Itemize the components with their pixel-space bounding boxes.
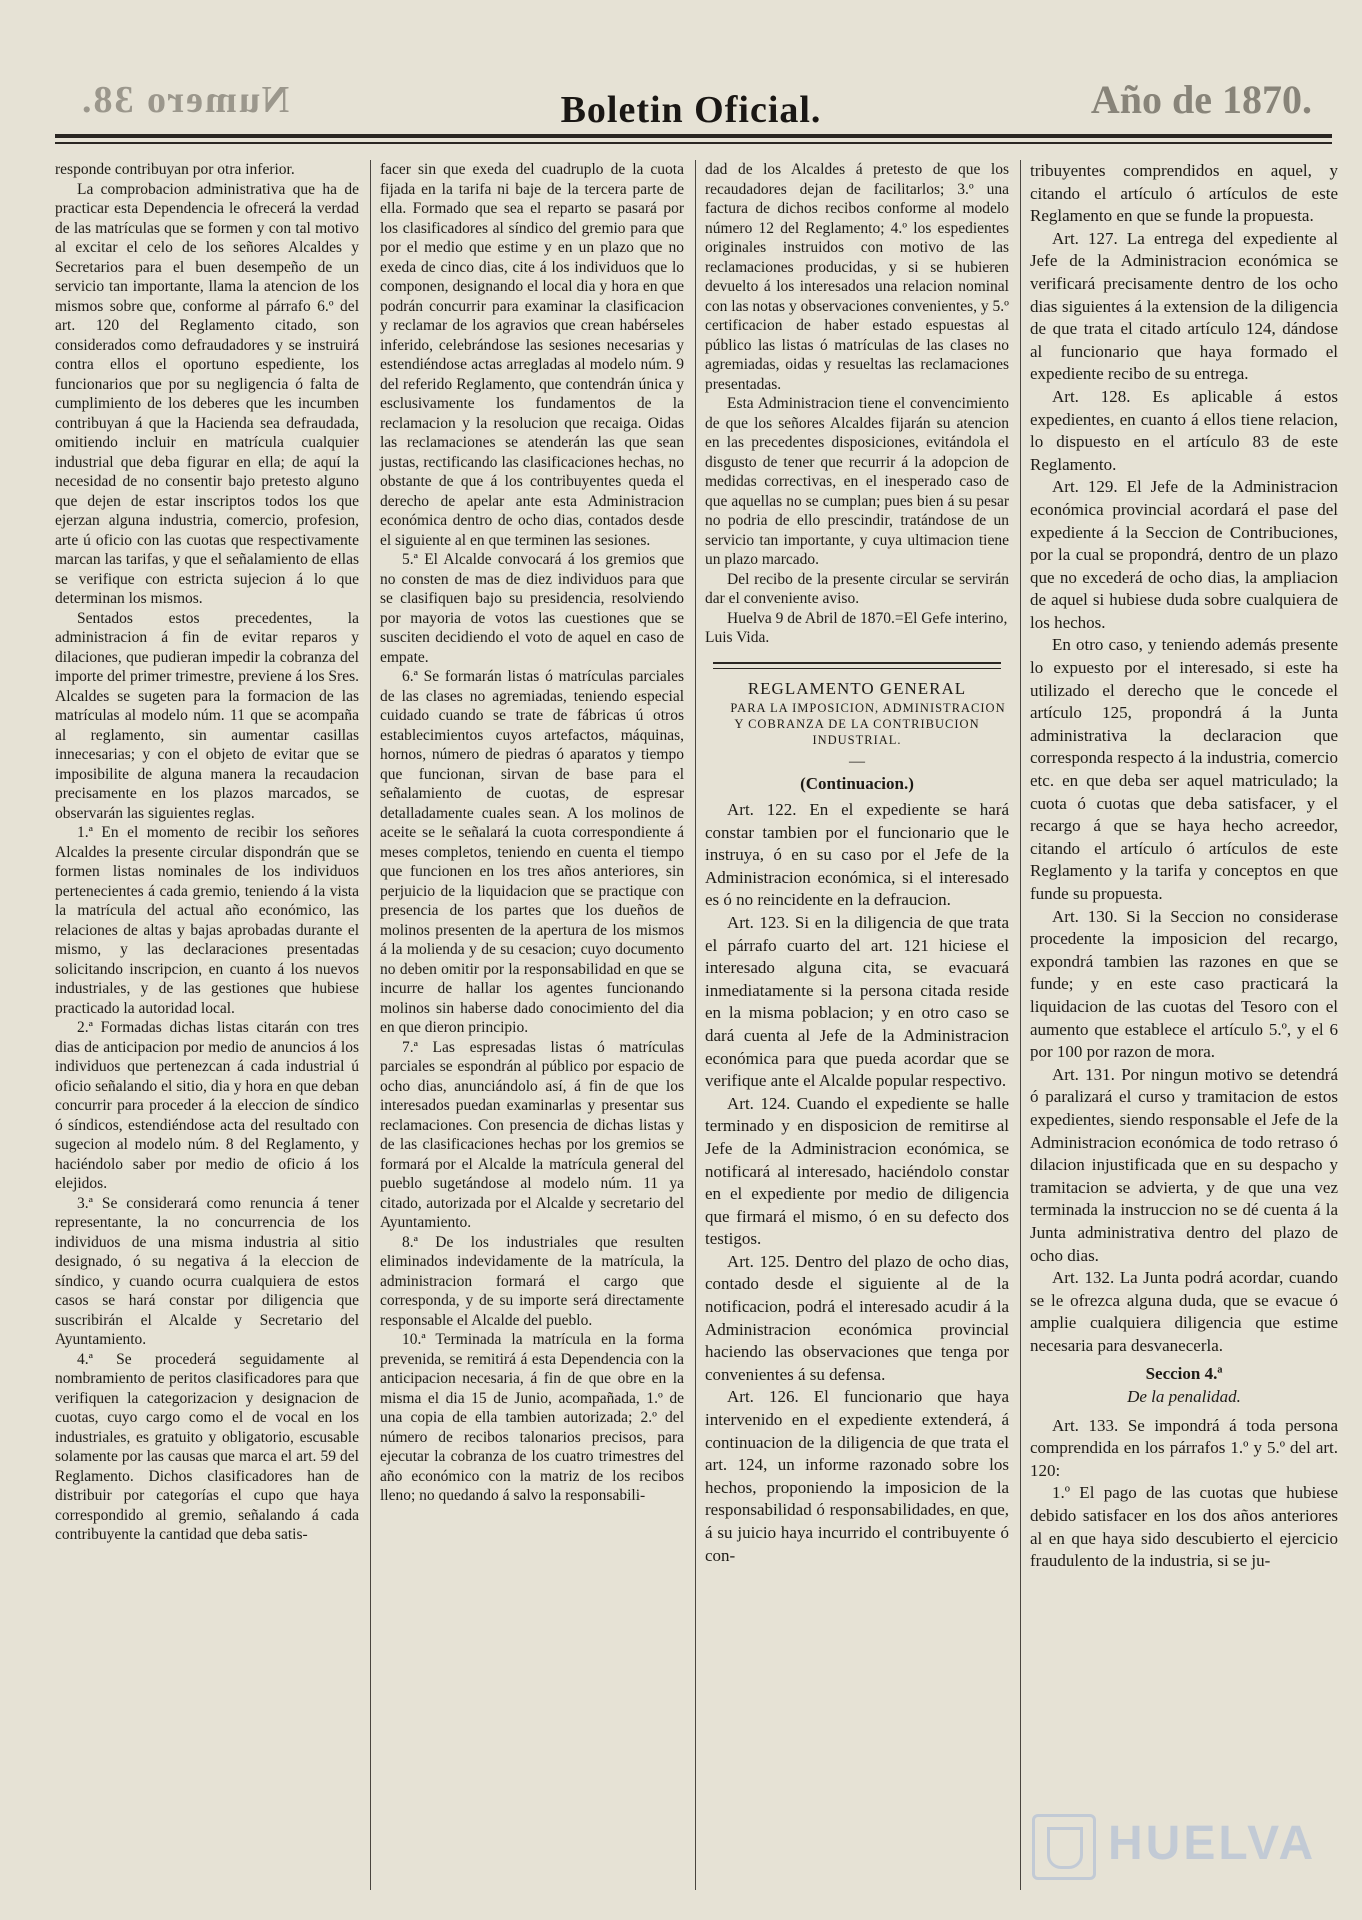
column-divider — [1020, 160, 1021, 1890]
paragraph: 4.ª Se procederá seguidamente al nombramiento de peritos clasificadores para que verifiquen la categorizacion y designacion de cuotas, cuyo cargo como el de vocal en los industriales, es gratuito y obligatorio, escusable solamente por las causas que marca el art. 59 del Reglamento. Dichos clasificadores han de distribuir por categorías el cupo que haya correspondido al gremio, señalando á cada contribuyente la cantidad que deba satis- — [55, 1350, 359, 1543]
paragraph: La comprobacion administrativa que ha de practicar esta Dependencia le ofrecerá la verdad de las matrículas que se formen y con tal motivo al excitar el celo de los señores Alcaldes y Secretarios para el buen desempeño de un servicio tan importante, llama la atencion de los mismos sobre que, conforme al párrafo 6.º del art. 120 del Reglamento citado, son considerados como defraudadores y se instruirá contra ellos el oportuno espediente, los funcionarios que por su negligencia ó falta de cumplimiento de los deberes que les incumben contribuyan á que la Hacienda sea defraudada, omitiendo incluir en matrícula cualquier industrial que deba figurar en ella; de aquí la necesidad de no consentir bajo pretesto alguno que dejen de estar inscriptos todos los que ejerzan alguna industria, comercio, profesion, arte ú oficio con las cuotas que respectivamente marcan las tarifas, y que el señalamiento de ellas se verifique con estricta sujecion á lo que determinan los mismos. — [55, 180, 359, 607]
section-separator-thin — [713, 668, 1001, 669]
column-2 — [380, 160, 684, 1506]
article: Art. 129. El Jefe de la Administracion económica provincial acordará el pase del expediente á la Seccion de Contribuciones, por la cual se propondrá, dentro de un plazo que no excederá de ocho dias, la ampliacion de aquel si hubiese duda sobre cualquiera de los hechos. — [1030, 477, 1338, 632]
paragraph: dad de los Alcaldes á pretesto de que los recaudadores dejan de facilitarlos; 3.º una factura de dichos recibos conforme al modelo número 12 del Reglamento; 4.º los espedientes originales instruidos con motivo de las reclamaciones producidas, y si se hubieren devuelto á los interesados una relacion nominal con las notas y observaciones convenientes, y 5.º certificacion de haber estado espuestas al público las listas ó matrículas de las clases no agremiadas, oidas y resueltas las reclamaciones presentadas. — [705, 161, 1009, 393]
continuation-heading: (Continuacion.) — [800, 773, 914, 793]
article: Art. 133. Se impondrá á toda persona comprendida en los párrafos 1.º y 5.º del art. 120: — [1030, 1415, 1338, 1480]
paragraph: 1.º El pago de las cuotas que hubiese debido satisfacer en los dos años anteriores al en que haya sido descubierto el ejercicio fraudulento de la industria, si se ju- — [1030, 1483, 1338, 1571]
articles-block — [705, 799, 1009, 1567]
paragraph: 10.ª Terminada la matrícula en la forma prevenida, se remitirá á esta Dependencia con la anticipacion necesaria, á fin de que obre en la misma el dia 15 de Junio, acompañada, 1.º de una copia de ella tambien autorizada; 2.º del número de recibos talonarios precisos, para ejecutar la cobranza de los cuatro trimestres del año económico con la matriz de los recibos lleno; no quedando á salvo la responsabili- — [380, 1331, 684, 1504]
archive-watermark — [1032, 1810, 1322, 1880]
paragraph: 7.ª Las espresadas listas ó matrículas parciales se espondrán al público por espacio de ocho dias, anunciándolo así, á fin de que los interesados puedan examinarlas y presentar sus reclamaciones. Con presencia de dichas listas y de las clasificaciones hechas por los gremios se formará por el Alcalde la matrícula general del pueblo sugetándose al modelo núm. 11 ya citado, autorizada por el Alcalde y secretario del Ayuntamiento. — [380, 1038, 684, 1231]
article: Art. 131. Por ningun motivo se detendrá ó paralizará el curso y tramitacion de estos expedientes, siendo responsable el Jefe de la Administracion económica de todo retraso ó dilacion injustificada que en su despacho y tramitacion se advierta, y de que una vez terminada la instruccion no se dé cuenta á la Junta administrativa dentro del plazo de ocho dias. — [1030, 1064, 1338, 1265]
regulation-subtitle: PARA LA IMPOSICION, ADMINISTRACION Y COBRANZA DE LA CONTRIBUCION INDUSTRIAL. — [730, 701, 1006, 747]
signature: Huelva 9 de Abril de 1870.=El Gefe interino, Luis Vida. — [705, 609, 1008, 646]
masthead-year: Año de 1870. — [1090, 77, 1312, 122]
article: Art. 128. Es aplicable á estos expedientes, en cuanto á ellos tiene relacion, lo dispuesto en el artículo 83 de este Reglamento. — [1030, 386, 1338, 474]
article: Art. 123. Si en la diligencia de que trata el párrafo cuarto del art. 121 hiciese el interesado alguna cita, se evacuará inmediatamente si la persona citada reside en la misma poblacion; y en otro caso se dará cuenta al Jefe de la Administracion económica para que pueda acordar que se verifique ante el Alcalde popular respectivo. — [705, 912, 1009, 1091]
paragraph: 8.ª De los industriales que resulten eliminados indevidamente de la matrícula, la administracion formará el cargo que corresponda, y de su importe será directamente responsable el Alcalde del pueblo. — [380, 1233, 684, 1329]
paragraph: Sentados estos precedentes, la administracion á fin de evitar reparos y dilaciones, que pudieran impedir la cobranza del importe del primer trimestre, previene á los Sres. Alcaldes se sugeten para la formacion de las matrículas al modelo núm. 11 que se acompaña al reglamento, sin aumentar casillas innecesarias; y con el objeto de evitar que se imposibilite de alguna manera la recaudacion precisamente en los plazos marcados, se observarán las siguientes reglas. — [55, 609, 359, 822]
watermark-text: HUELVA — [1108, 1817, 1317, 1870]
column-3 — [705, 160, 1009, 1567]
section-subtitle: De la penalidad. — [1127, 1387, 1241, 1407]
paragraph: 5.ª El Alcalde convocará á los gremios que no consten de mas de diez individuos para que se clasifiquen bajo su presidencia, resolviendo por mayoria de votos las cuestiones que se susciten decidiendo el voto de aquel en caso de empate. — [380, 551, 684, 666]
paragraph: En otro caso, y teniendo además presente lo expuesto por el interesado, si este ha utilizado el derecho que le concede el artículo 125, propondrá á la Junta administrativa la declaracion que corresponda respecto á la industria, comercio etc. en que deba ser aquel matriculado; la cuota ó cuotas que deba satisfacer, y el recargo á que se haya hecho acreedor, citando el artículo ó artículos de este Reglamento y la tarifa y conceptos en que funde su propuesta. — [1030, 635, 1338, 903]
section-title: Seccion 4.ª — [1145, 1364, 1223, 1384]
regulation-title: REGLAMENTO GENERAL — [747, 678, 967, 698]
column-divider — [695, 160, 696, 1890]
paragraph: 1.ª En el momento de recibir los señores Alcaldes la presente circular dispondrán que se formen listas nominales de los individuos pertenecientes á cada gremio, teniendo á la vista la matrícula del actual año económico, las relaciones de altas y bajas aprobadas durante el mismo, y las declaraciones presentadas solicitando inscripcion, en cuanto á los nuevos industriales, y de las gestiones que hubiese practicado la autoridad local. — [55, 824, 359, 1017]
paragraph: Del recibo de la presente circular se servirán dar el conveniente aviso. — [705, 570, 1009, 607]
article: Art. 125. Dentro del plazo de ocho dias, contado desde el siguiente al de la notificacion, podrá el interesado acudir á la Administracion económica provincial haciendo las observaciones que tenga por convenientes á su defensa. — [705, 1251, 1009, 1384]
column-4 — [1030, 160, 1338, 1573]
article: Art. 126. El funcionario que haya intervenido en el expediente extenderá, á continuacion de la diligencia de que trata el art. 124, un informe razonado sobre los hechos, proponiendo la imposicion de la responsabilidad ó responsabilidades, en que, á su juicio haya incurrido el contribuyente ó con- — [705, 1387, 1009, 1565]
section-separator — [713, 662, 1001, 664]
article: Art. 130. Si la Seccion no considerase procedente la imposicion del recargo, expondrá tambien las razones en que se funde; y en este caso practicará la liquidacion de las cuotas del Tesoro con el aumento que establece el artículo 5.º, y el 6 por 100 por razon de mora. — [1030, 906, 1338, 1062]
column-1 — [55, 160, 359, 1545]
paragraph: 2.ª Formadas dichas listas citarán con tres dias de anticipacion por medio de anuncios á los individuos que pertenezcan á cada industrial ú oficio señalando el sitio, dia y hora en que deban concurrir para proceder á la eleccion de síndico ó síndicos, estendiéndose acta del resultado con sugecion al modelo núm. 8 del Reglamento, y haciéndolo saber por medio de oficio á los elejidos. — [55, 1019, 359, 1192]
masthead — [50, 70, 1332, 130]
header-rule-thin — [55, 142, 1332, 144]
masthead-issue-number: Numero 38. — [80, 79, 290, 121]
column-divider — [370, 160, 371, 1890]
paragraph: facer sin que exeda del cuadruplo de la cuota fijada en la tarifa ni baje de la tercera parte de ella. Formado que sea el reparto se pasará por los clasificadores al síndico del gremio para que por el medio que estime y en un plazo que no exeda de cinco dias, cite á los individuos que lo componen, designando el local dia y hora en que podrán concurrir para examinar la clasificacion y reclamar de los agravios que crean habérseles inferido, celebrándose las sesiones necesarias y estendiéndose actas arregladas al modelo núm. 9 del referido Reglamento, que contendrán única y esclusivamente los fundamentos de la reclamacion y la resolucion que recaiga. Oidas las reclamaciones se atenderán las que sean justas, rectificando las clasificaciones hechas, no obstante de que á los contribuyentes queda el derecho de apelar ante esta Administracion económica dentro de ocho dias, contados desde el siguiente al en que terminen las sesiones. — [380, 161, 684, 549]
article: Art. 132. La Junta podrá acordar, cuando se le ofrezca alguna duda, que se evacue ó amplie cualquiera diligencia que estime necesaria para desvanecerla. — [1030, 1268, 1338, 1355]
article: Art. 127. La entrega del expediente al Jefe de la Administracion económica se verificará precisamente dentro de los ocho dias siguientes á la extension de la diligencia de que trata el citado artículo 124, dándose al funcionario que haya formado el expediente recibo de su entrega. — [1030, 228, 1338, 384]
paragraph: tribuyentes comprendidos en aquel, y citando el artículo ó artículos de este Reglamento en que se funde la propuesta. — [1030, 161, 1338, 226]
paragraph: 6.ª Se formarán listas ó matrículas parciales de las clases no agremiadas, teniendo especial cuidado cuando se trate de fábricas ú otros establecimientos cuyos artefactos, máquinas, hornos, número de piedras ó aparatos y tiempo que funcionan, sirvan de base para el señalamiento de cuotas, de espresar detalladamente cuales sean. A los molinos de aceite se le señalará la cuota correspondiente á meses completos, teniendo en cuenta el tiempo que funcionen en los tres años anteriores, sin perjuicio de la liquidacion que se practique con presencia de los partes que los dueños de molinos presenten de la apertura de los mismos á la molienda y de su cesacion; cuyo documento no deben omitir por la responsabilidad en que se incurre de hallar los agentes funcionando molinos sin haberse dado conocimiento del dia en que dieron principio. — [380, 668, 684, 1036]
paragraph: responde contribuyan por otra inferior. — [55, 161, 295, 178]
article: Art. 122. En el expediente se hará constar tambien por el funcionario que le instruya, ó en su caso por el Jefe de la Administracion económica, si el interesado es ó no reincidente en la defraucion. — [705, 800, 1009, 910]
coat-of-arms-icon — [1032, 1814, 1096, 1880]
paragraph: 3.ª Se considerará como renuncia á tener representante, la no concurrencia de los individuos de una misma industria al sitio designado, ó su negativa á la eleccion de síndico, y cuando ocurra cualquiera de estos casos se hará constar por diligencia que suscribirán el Alcalde y Secretario del Ayuntamiento. — [55, 1194, 359, 1348]
paragraph: Esta Administracion tiene el convencimiento de que los señores Alcaldes fijarán su atencion en las precedentes disposiciones, evitándola el disgusto de tener que recurrir á la adopcion de medidas correctivas, en el inesperado caso de que aquellas no se cumplan; pues bien á su pesar no podria de ello prescindir, tratándose de un servicio tan importante, y cuya ultimacion tiene un plazo marcado. — [705, 395, 1009, 568]
header-rule-thick — [55, 134, 1332, 138]
masthead-title: Boletin Oficial. — [560, 89, 822, 131]
article: Art. 124. Cuando el expediente se halle terminado y en disposicion de remitirse al Jefe de la Administracion económica, se notificará al interesado, haciéndolo constar en el expediente por medio de diligencia que firmará el mismo, ó en su defecto dos testigos. — [705, 1093, 1009, 1249]
dash-ornament: — — [849, 753, 865, 770]
